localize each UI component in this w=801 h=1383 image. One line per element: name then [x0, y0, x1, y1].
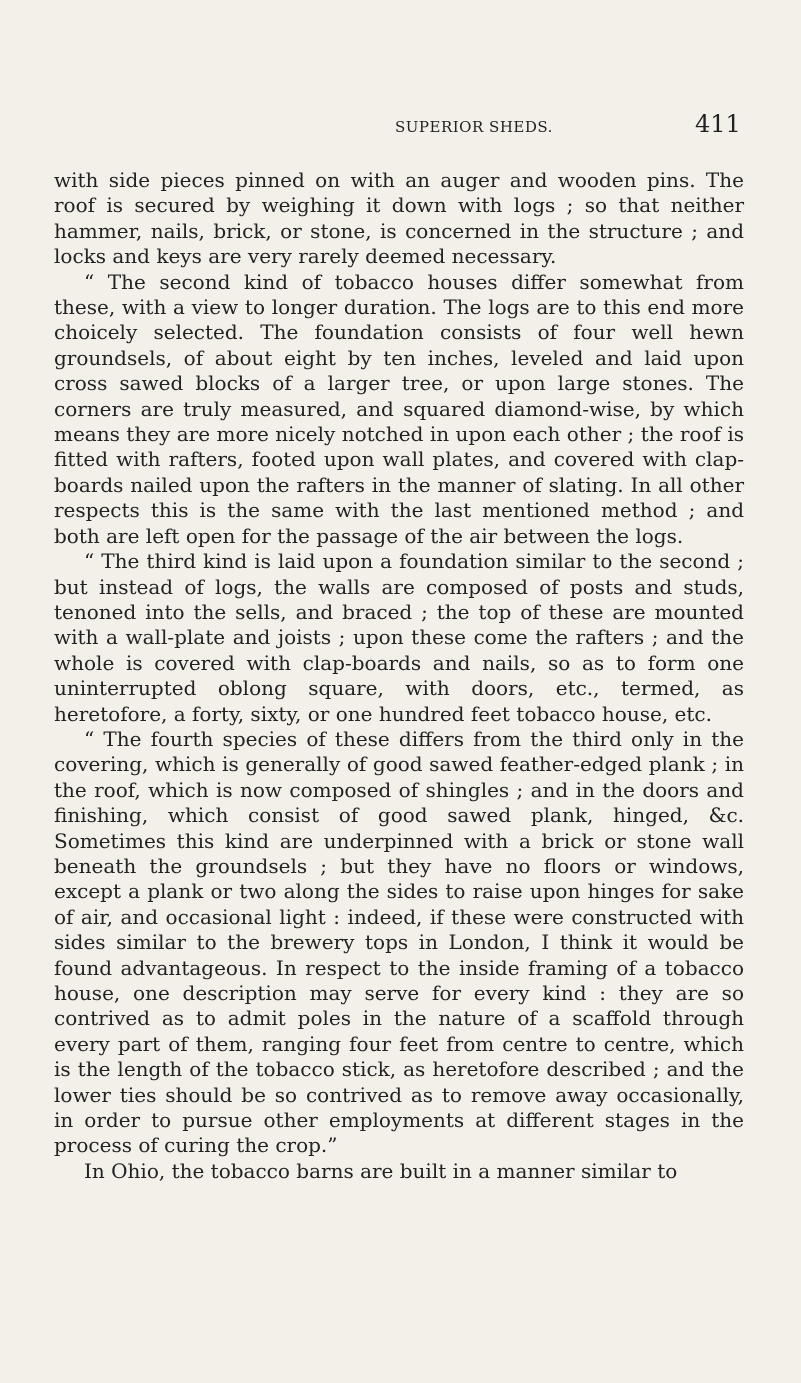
- paragraph-fourth-species: “ The fourth species of these differs from the third only in the covering, which is generally of good sawed feather-edged plank ; in the roof, which is now composed of shingles ; and in the doors and finishing, which consist of good sawed plank, hinged, &c. Sometimes this kind are underpinned with a brick or stone wall beneath the groundsels ; but they have no floors or windows, except a plank or two along the sides to raise upon hinges for sake of air, and occasional light : indeed, if these were constructed with sides similar to the brewery tops in London, I think it would be found advantageous. In respect to the inside framing of a tobacco house, one description may serve for every kind : they are so contrived as to admit poles in the nature of a scaffold through every part of them, ranging four feet from centre to centre, which is the length of the tobacco stick, as heretofore described ; and the lower ties should be so contrived as to remove away occasionally, in order to pursue other employments at different stages in the process of curing the crop.”: [54, 726, 744, 1158]
- running-head: SUPERIOR SHEDS.: [395, 118, 553, 136]
- body-text: [54, 168, 744, 1184]
- page-number: 411: [695, 110, 741, 138]
- paragraph-continuation: with side pieces pinned on with an auger and wooden pins. The roof is secured by weighing it down with logs ; so that neither hammer, nails, brick, or stone, is concerned in the structure ; and locks and keys are very rarely deemed necessary.: [54, 168, 744, 269]
- paragraph-ohio: In Ohio, the tobacco barns are built in a manner similar to: [84, 1158, 678, 1183]
- paragraph-third-kind: “ The third kind is laid upon a foundation similar to the second ; but instead of logs, the walls are composed of posts and studs, tenoned into the sells, and braced ; the top of these are mounted with a wall-plate and joists ; upon these come the rafters ; and the whole is covered with clap-boards and nails, so as to form one uninterrupted oblong square, with doors, etc., termed, as heretofore, a forty, sixty, or one hundred feet tobacco house, etc.: [54, 549, 744, 726]
- paragraph-second-kind: “ The second kind of tobacco houses differ somewhat from these, with a view to longer duration. The logs are to this end more choicely selected. The foundation consists of four well hewn groundsels, of about eight by ten inches, leveled and laid upon cross sawed blocks of a larger tree, or upon large stones. The corners are truly measured, and squared diamond-wise, by which means they are more nicely notched in upon each other ; the roof is fitted with rafters, footed upon wall plates, and covered with clap-boards nailed upon the rafters in the manner of slating. In all other respects this is the same with the last mentioned method ; and both are left open for the passage of the air between the logs.: [54, 269, 744, 548]
